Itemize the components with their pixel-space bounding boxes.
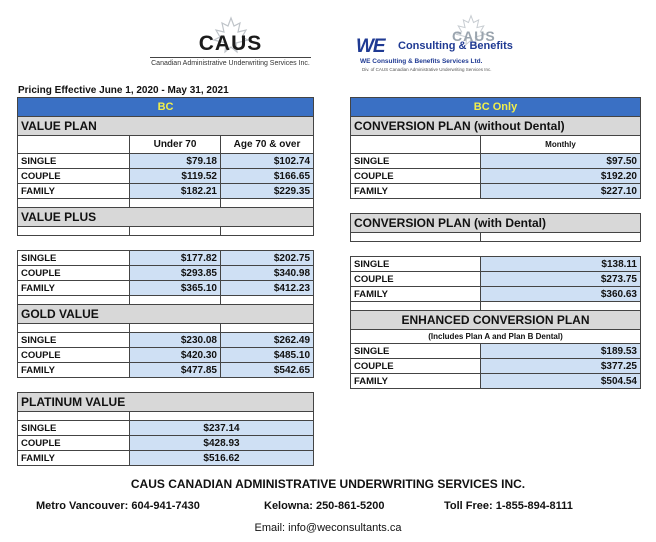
col-age-70-over: Age 70 & over	[221, 136, 314, 154]
region-header: BC Only	[351, 98, 641, 117]
table-row: SINGLE $79.18 $102.74	[18, 154, 314, 169]
table-row: SINGLE $189.53	[351, 344, 641, 359]
footer-email: Email: info@weconsultants.ca	[254, 522, 402, 534]
table-row: FAMILY $360.63	[351, 287, 641, 302]
col-monthly: Monthly	[481, 136, 641, 154]
we-logo-subtitle: WE Consulting & Benefits Services Ltd.	[360, 58, 483, 65]
table-row: FAMILY $504.54	[351, 374, 641, 389]
table-row: SINGLE $177.82 $202.75	[18, 251, 314, 266]
table-row: COUPLE $428.93	[18, 436, 314, 451]
table-row: COUPLE $192.20	[351, 169, 641, 184]
region-header: BC	[18, 98, 314, 117]
section-enhanced-conversion: ENHANCED CONVERSION PLAN	[351, 311, 641, 330]
table-row: SINGLE $97.50	[351, 154, 641, 169]
we-logo-name: Consulting & Benefits	[398, 40, 513, 52]
col-under-70: Under 70	[130, 136, 221, 154]
table-row: COUPLE $119.52 $166.65	[18, 169, 314, 184]
footer-tollfree-phone: Toll Free: 1-855-894-8111	[444, 500, 573, 512]
table-row: FAMILY $365.10 $412.23	[18, 281, 314, 296]
table-row: FAMILY $227.10	[351, 184, 641, 199]
column-headers	[18, 136, 314, 154]
footer-vancouver-phone: Metro Vancouver: 604-941-7430	[36, 500, 200, 512]
bc-conversion-table	[350, 97, 641, 389]
section-conversion-no-dental: CONVERSION PLAN (without Dental)	[351, 117, 641, 136]
we-consulting-logo	[356, 14, 556, 74]
table-row: COUPLE $377.25	[351, 359, 641, 374]
table-row: FAMILY $477.85 $542.65	[18, 363, 314, 378]
footer-kelowna-phone: Kelowna: 250-861-5200	[264, 500, 385, 512]
bc-rate-table	[17, 97, 314, 466]
we-logo-caus: CAUS	[452, 28, 496, 44]
section-conversion-dental: CONVERSION PLAN (with Dental)	[351, 214, 641, 233]
section-platinum-value: PLATINUM VALUE	[18, 393, 314, 412]
section-value-plus: VALUE PLUS	[18, 208, 314, 227]
table-row: COUPLE $420.30 $485.10	[18, 348, 314, 363]
caus-logo-subtitle: Canadian Administrative Underwriting Services Inc.	[150, 57, 311, 67]
table-row: COUPLE $293.85 $340.98	[18, 266, 314, 281]
we-logo-division: Div. of CAUS Canadian Administrative Underwriting Services Inc.	[362, 67, 492, 72]
table-row: COUPLE $273.75	[351, 272, 641, 287]
table-row: FAMILY $516.62	[18, 451, 314, 466]
caus-logo	[148, 22, 313, 68]
caus-logo-word: CAUS	[198, 32, 263, 55]
footer-company-name: CAUS CANADIAN ADMINISTRATIVE UNDERWRITING SERVICES INC.	[130, 477, 526, 491]
we-logo-mark: WE	[356, 36, 385, 57]
column-headers	[351, 136, 641, 154]
table-row: SINGLE $230.08 $262.49	[18, 333, 314, 348]
pricing-effective: Pricing Effective June 1, 2020 - May 31, 2021	[18, 85, 229, 96]
table-row: SINGLE $237.14	[18, 421, 314, 436]
enhanced-note: (Includes Plan A and Plan B Dental)	[351, 330, 641, 344]
table-row: FAMILY $182.21 $229.35	[18, 184, 314, 199]
table-row: SINGLE $138.11	[351, 257, 641, 272]
section-value-plan: VALUE PLAN	[18, 117, 314, 136]
section-gold-value: GOLD VALUE	[18, 305, 314, 324]
